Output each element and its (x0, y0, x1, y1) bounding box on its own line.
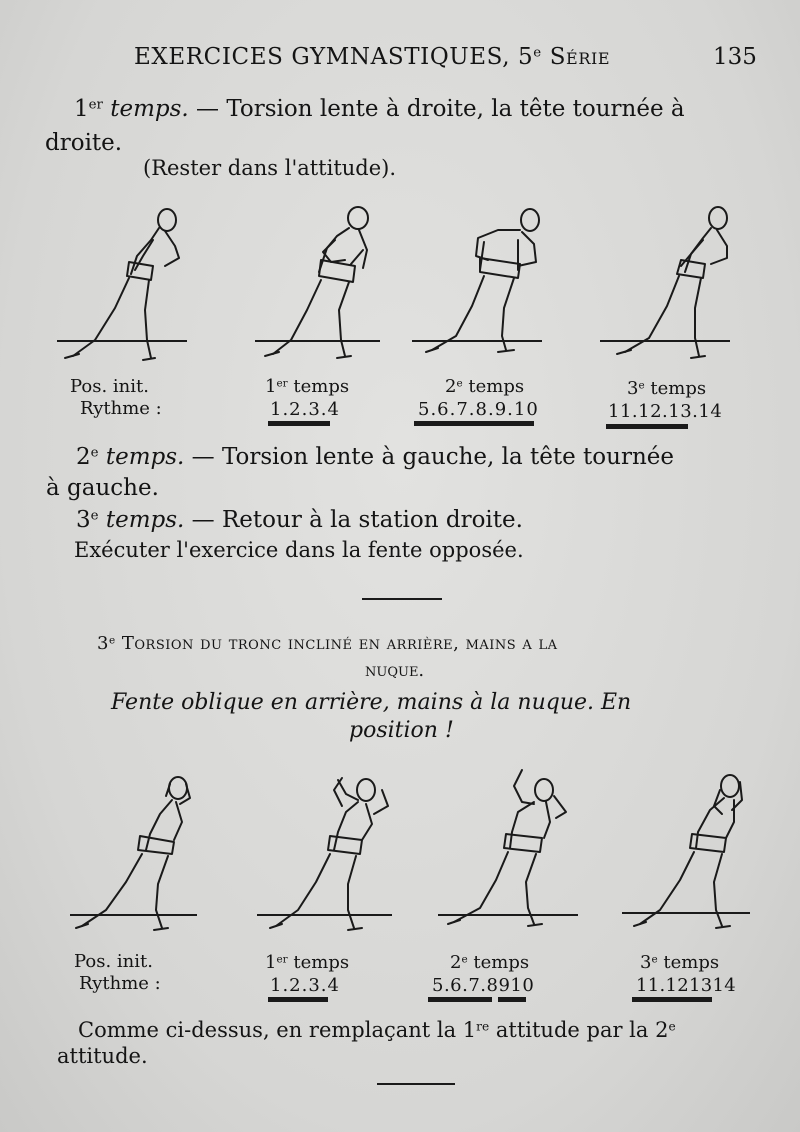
page-number: 135 (713, 44, 757, 70)
caption-temps3: 3e temps (627, 378, 707, 399)
step1-line2: droite. (45, 130, 123, 156)
caption-pos-init: Pos. init. (74, 951, 153, 972)
section2-title-line2: nuque. (365, 660, 425, 681)
figure1-temps1 (255, 200, 395, 374)
final-instruction: Exécuter l'exercice dans la fente opposée. (74, 538, 524, 562)
rhythm-temps2: 5.6.7.8.9.10 (418, 399, 539, 420)
rhythm-temps2: 5.6.7.8910 (432, 975, 535, 996)
caption-pos-init: Pos. init. (70, 376, 149, 397)
section-divider (377, 1083, 455, 1085)
caption-temps3: 3e temps (640, 952, 720, 973)
floor-line (255, 340, 380, 342)
section-divider (362, 598, 442, 600)
caption-temps1: 1er temps (265, 376, 350, 397)
rhythm-temps1: 1.2.3.4 (270, 399, 340, 420)
closing-paragraph: Comme ci-dessus, en remplaçant la 1re attitude par la 2e (78, 1018, 676, 1042)
figure2-pos-init (70, 770, 210, 944)
floor-line (438, 914, 578, 916)
rhythm-bar (268, 997, 328, 1002)
section2-subtitle-line2: position ! (349, 718, 454, 743)
section2-title: 3e Torsion du tronc incliné en arrière, mains a la (97, 633, 558, 654)
rhythm-bar (428, 997, 492, 1002)
caption-temps1: 1er temps (265, 952, 350, 973)
running-header: EXERCICES GYMNASTIQUES, 5e Série (134, 44, 611, 70)
step2-paragraph: 2e temps. — Torsion lente à gauche, la tête tournée (76, 444, 674, 470)
step1-paragraph: 1er temps. — Torsion lente à droite, la tête tournée à (74, 96, 685, 122)
figure1-temps3 (605, 200, 745, 374)
figure1-temps2 (418, 200, 558, 374)
floor-line (412, 340, 542, 342)
section2-subtitle: Fente oblique en arrière, mains à la nuque. En (111, 690, 632, 715)
step2-line2: à gauche. (46, 475, 159, 501)
figure2-temps3 (630, 770, 770, 944)
floor-line (57, 340, 187, 342)
floor-line (600, 340, 730, 342)
step1-note: (Rester dans l'attitude). (143, 156, 397, 180)
closing-line2: attitude. (57, 1044, 148, 1068)
rhythm-bar (632, 997, 712, 1002)
rhythm-label: Rythme : (80, 398, 162, 419)
figure1-pos-init (55, 200, 195, 374)
rhythm-bar (268, 421, 330, 426)
rhythm-label: Rythme : (79, 973, 161, 994)
rhythm-bar (606, 424, 688, 429)
rhythm-temps3: 11.12.13.14 (608, 401, 723, 422)
caption-temps2: 2e temps (450, 952, 530, 973)
rhythm-temps3: 11.121314 (636, 975, 737, 996)
floor-line (622, 912, 750, 914)
floor-line (70, 914, 197, 916)
rhythm-bar (414, 421, 534, 426)
caption-temps2: 2e temps (445, 376, 525, 397)
figure2-temps1 (262, 770, 402, 944)
rhythm-temps1: 1.2.3.4 (270, 975, 340, 996)
step3-paragraph: 3e temps. — Retour à la station droite. (76, 507, 523, 533)
rhythm-bar (498, 997, 526, 1002)
floor-line (257, 914, 392, 916)
